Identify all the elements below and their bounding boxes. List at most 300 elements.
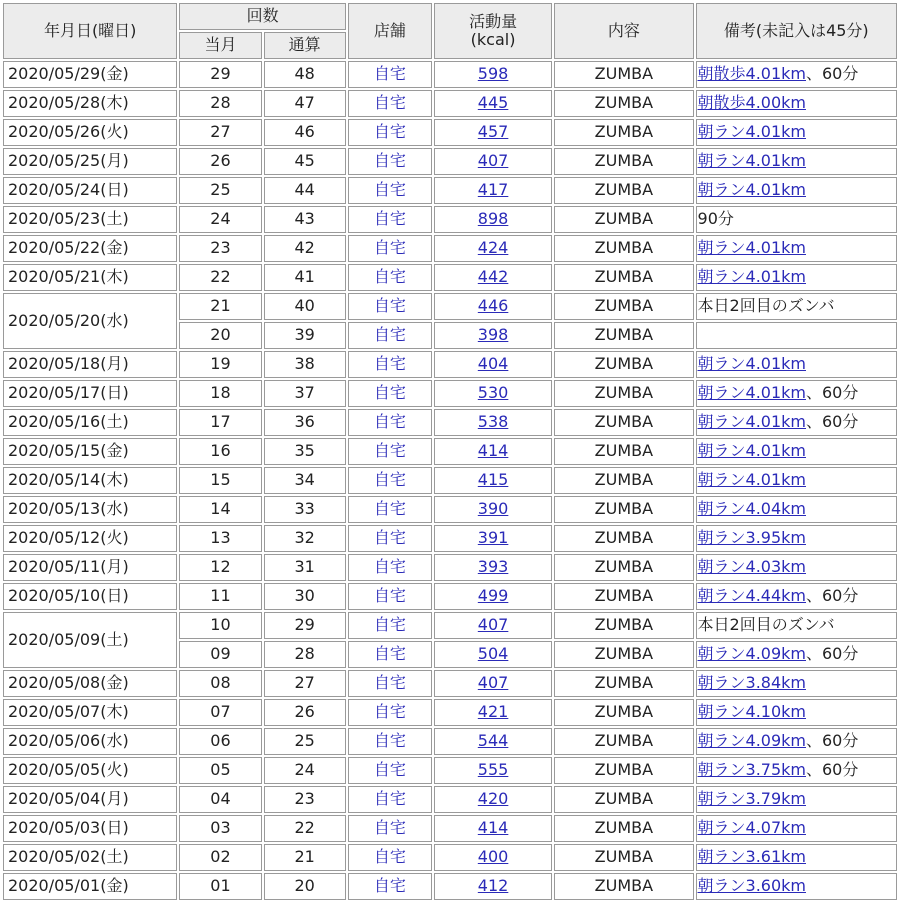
shop-link[interactable]: 自宅 (373, 412, 406, 432)
count-total-cell: 26 (264, 699, 346, 726)
table-row (3, 177, 897, 204)
count-month-cell: 03 (179, 815, 261, 842)
content-cell: ZUMBA (554, 438, 693, 465)
note-cell (696, 554, 897, 581)
shop-cell (348, 380, 432, 407)
date-cell: 2020/05/11(月) (3, 554, 177, 581)
kcal-cell (434, 119, 552, 146)
content-cell: ZUMBA (554, 670, 693, 697)
shop-link[interactable]: 自宅 (373, 673, 406, 693)
content-cell: ZUMBA (554, 235, 693, 262)
count-total-cell: 38 (264, 351, 346, 378)
kcal-link[interactable]: 391 (477, 528, 509, 548)
content-cell: ZUMBA (554, 554, 693, 581)
table-row (3, 699, 897, 726)
count-total-cell: 22 (264, 815, 346, 842)
kcal-link[interactable]: 445 (477, 93, 509, 113)
kcal-cell (434, 177, 552, 204)
count-month-cell: 10 (179, 612, 261, 639)
note-cell (696, 119, 897, 146)
kcal-cell (434, 612, 552, 639)
kcal-cell (434, 148, 552, 175)
count-month-cell: 09 (179, 641, 261, 668)
table-row (3, 235, 897, 262)
kcal-link[interactable]: 420 (477, 789, 509, 809)
kcal-cell (434, 525, 552, 552)
note-text: 本日2回目のズンバ (697, 615, 835, 635)
shop-link[interactable]: 自宅 (373, 876, 406, 896)
kcal-cell (434, 61, 552, 88)
count-total-cell: 44 (264, 177, 346, 204)
note-link[interactable]: 朝ラン4.01km (697, 238, 806, 258)
count-total-cell: 33 (264, 496, 346, 523)
shop-link[interactable]: 自宅 (373, 789, 406, 809)
count-month-cell: 07 (179, 699, 261, 726)
count-total-cell: 30 (264, 583, 346, 610)
kcal-link[interactable]: 530 (477, 383, 509, 403)
note-link[interactable]: 朝ラン3.79km (697, 789, 806, 809)
shop-cell (348, 351, 432, 378)
kcal-link[interactable]: 404 (477, 354, 509, 374)
kcal-cell (434, 583, 552, 610)
note-text: 、60分 (806, 731, 859, 751)
count-month-cell: 02 (179, 844, 261, 871)
shop-cell (348, 206, 432, 233)
note-link[interactable]: 朝ラン4.01km (697, 267, 806, 287)
shop-link[interactable]: 自宅 (373, 760, 406, 780)
shop-link[interactable]: 自宅 (373, 238, 406, 258)
shop-cell (348, 612, 432, 639)
shop-link[interactable]: 自宅 (373, 267, 406, 287)
count-month-cell: 29 (179, 61, 261, 88)
table-row (3, 467, 897, 494)
table-row (3, 815, 897, 842)
shop-link[interactable]: 自宅 (373, 499, 406, 519)
content-cell: ZUMBA (554, 206, 693, 233)
note-cell (696, 351, 897, 378)
table-row (3, 380, 897, 407)
content-cell: ZUMBA (554, 873, 693, 900)
note-link[interactable]: 朝ラン4.01km (697, 383, 806, 403)
content-cell: ZUMBA (554, 351, 693, 378)
content-cell: ZUMBA (554, 844, 693, 871)
date-cell: 2020/05/20(水) (3, 293, 177, 349)
kcal-cell (434, 641, 552, 668)
count-month-cell: 08 (179, 670, 261, 697)
shop-link[interactable]: 自宅 (373, 731, 406, 751)
content-cell: ZUMBA (554, 90, 693, 117)
kcal-link[interactable]: 415 (477, 470, 509, 490)
count-total-cell: 32 (264, 525, 346, 552)
shop-link[interactable]: 自宅 (373, 818, 406, 838)
note-cell (696, 583, 897, 610)
shop-cell (348, 525, 432, 552)
shop-link[interactable]: 自宅 (373, 122, 406, 142)
date-cell: 2020/05/17(日) (3, 380, 177, 407)
note-cell (696, 235, 897, 262)
count-month-cell: 23 (179, 235, 261, 262)
table-row (3, 438, 897, 465)
note-link[interactable]: 朝ラン4.03km (697, 557, 806, 577)
note-text: 、60分 (806, 760, 859, 780)
date-cell: 2020/05/06(水) (3, 728, 177, 755)
note-cell (696, 728, 897, 755)
note-link[interactable]: 朝ラン3.75km (697, 760, 806, 780)
kcal-cell (434, 322, 552, 349)
note-cell (696, 409, 897, 436)
note-cell (696, 757, 897, 784)
note-text: 本日2回目のズンバ (697, 296, 835, 316)
count-month-cell: 14 (179, 496, 261, 523)
header-count: 回数 (179, 3, 345, 30)
note-text: 90分 (697, 209, 734, 229)
table-header (3, 3, 897, 59)
note-link[interactable]: 朝ラン3.95km (697, 528, 806, 548)
count-total-cell: 45 (264, 148, 346, 175)
count-total-cell: 27 (264, 670, 346, 697)
note-cell (696, 322, 897, 349)
content-cell: ZUMBA (554, 786, 693, 813)
kcal-link[interactable]: 598 (477, 64, 509, 84)
table-row (3, 206, 897, 233)
note-link[interactable]: 朝ラン4.01km (697, 441, 806, 461)
kcal-link[interactable]: 424 (477, 238, 509, 258)
content-cell: ZUMBA (554, 409, 693, 436)
kcal-cell (434, 264, 552, 291)
note-cell (696, 699, 897, 726)
shop-link[interactable]: 自宅 (373, 93, 406, 113)
kcal-cell (434, 409, 552, 436)
note-link[interactable]: 朝ラン4.01km (697, 180, 806, 200)
content-cell: ZUMBA (554, 815, 693, 842)
kcal-cell (434, 467, 552, 494)
zumba-log-table (1, 1, 899, 902)
note-cell (696, 525, 897, 552)
shop-link[interactable]: 自宅 (373, 528, 406, 548)
table-row (3, 496, 897, 523)
count-total-cell: 25 (264, 728, 346, 755)
shop-cell (348, 757, 432, 784)
count-month-cell: 27 (179, 119, 261, 146)
content-cell: ZUMBA (554, 264, 693, 291)
kcal-link[interactable]: 400 (477, 847, 509, 867)
note-text: 、60分 (806, 644, 859, 664)
note-link[interactable]: 朝ラン4.01km (697, 354, 806, 374)
kcal-link[interactable]: 412 (477, 876, 509, 896)
count-total-cell: 31 (264, 554, 346, 581)
count-total-cell: 29 (264, 612, 346, 639)
kcal-link[interactable]: 398 (477, 325, 509, 345)
content-cell: ZUMBA (554, 525, 693, 552)
date-cell: 2020/05/22(金) (3, 235, 177, 262)
count-total-cell: 43 (264, 206, 346, 233)
kcal-link[interactable]: 407 (477, 673, 509, 693)
note-link[interactable]: 朝ラン3.84km (697, 673, 806, 693)
kcal-cell (434, 554, 552, 581)
kcal-cell (434, 438, 552, 465)
kcal-cell (434, 728, 552, 755)
count-month-cell: 21 (179, 293, 261, 320)
shop-link[interactable]: 自宅 (373, 441, 406, 461)
note-link[interactable]: 朝ラン4.09km (697, 644, 806, 664)
note-cell (696, 641, 897, 668)
kcal-link[interactable]: 499 (477, 586, 509, 606)
kcal-cell (434, 844, 552, 871)
count-month-cell: 17 (179, 409, 261, 436)
content-cell: ZUMBA (554, 641, 693, 668)
shop-link[interactable]: 自宅 (373, 325, 406, 345)
shop-cell (348, 264, 432, 291)
count-total-cell: 24 (264, 757, 346, 784)
shop-link[interactable]: 自宅 (373, 296, 406, 316)
shop-link[interactable]: 自宅 (373, 557, 406, 577)
header-activity-unit: (kcal) (470, 30, 516, 49)
shop-link[interactable]: 自宅 (373, 644, 406, 664)
content-cell: ZUMBA (554, 757, 693, 784)
count-total-cell: 34 (264, 467, 346, 494)
table-row (3, 554, 897, 581)
content-cell: ZUMBA (554, 293, 693, 320)
table-row (3, 786, 897, 813)
shop-cell (348, 61, 432, 88)
shop-cell (348, 90, 432, 117)
date-cell: 2020/05/28(木) (3, 90, 177, 117)
note-link[interactable]: 朝ラン4.01km (697, 470, 806, 490)
date-cell: 2020/05/21(木) (3, 264, 177, 291)
kcal-cell (434, 699, 552, 726)
shop-link[interactable]: 自宅 (373, 209, 406, 229)
kcal-cell (434, 786, 552, 813)
date-cell: 2020/05/12(火) (3, 525, 177, 552)
note-cell (696, 90, 897, 117)
kcal-link[interactable]: 414 (477, 441, 509, 461)
note-link[interactable]: 朝ラン4.01km (697, 412, 806, 432)
shop-link[interactable]: 自宅 (373, 470, 406, 490)
shop-link[interactable]: 自宅 (373, 180, 406, 200)
table-row (3, 351, 897, 378)
shop-link[interactable]: 自宅 (373, 586, 406, 606)
note-cell (696, 438, 897, 465)
date-cell: 2020/05/15(金) (3, 438, 177, 465)
date-cell: 2020/05/24(日) (3, 177, 177, 204)
table-row (3, 612, 897, 639)
shop-cell (348, 844, 432, 871)
content-cell: ZUMBA (554, 119, 693, 146)
shop-link[interactable]: 自宅 (373, 702, 406, 722)
shop-link[interactable]: 自宅 (373, 151, 406, 171)
kcal-cell (434, 380, 552, 407)
note-link[interactable]: 朝ラン4.01km (697, 151, 806, 171)
kcal-link[interactable]: 417 (477, 180, 509, 200)
count-month-cell: 11 (179, 583, 261, 610)
count-total-cell: 35 (264, 438, 346, 465)
shop-cell (348, 554, 432, 581)
kcal-cell (434, 351, 552, 378)
shop-link[interactable]: 自宅 (373, 354, 406, 374)
table-row (3, 757, 897, 784)
note-link[interactable]: 朝散歩4.01km (697, 64, 806, 84)
shop-cell (348, 235, 432, 262)
table-row (3, 61, 897, 88)
shop-cell (348, 728, 432, 755)
count-total-cell: 23 (264, 786, 346, 813)
kcal-link[interactable]: 544 (477, 731, 509, 751)
header-content: 内容 (554, 3, 693, 59)
shop-link[interactable]: 自宅 (373, 847, 406, 867)
date-cell: 2020/05/01(金) (3, 873, 177, 900)
count-total-cell: 39 (264, 322, 346, 349)
kcal-cell (434, 206, 552, 233)
note-cell (696, 206, 897, 233)
shop-cell (348, 786, 432, 813)
content-cell: ZUMBA (554, 380, 693, 407)
kcal-cell (434, 235, 552, 262)
shop-cell (348, 119, 432, 146)
kcal-link[interactable]: 442 (477, 267, 509, 287)
note-link[interactable]: 朝ラン4.01km (697, 122, 806, 142)
table-row (3, 844, 897, 871)
kcal-link[interactable]: 393 (477, 557, 509, 577)
table-row (3, 873, 897, 900)
note-cell (696, 177, 897, 204)
table-row (3, 264, 897, 291)
count-month-cell: 24 (179, 206, 261, 233)
header-count-total: 通算 (264, 32, 346, 59)
shop-cell (348, 148, 432, 175)
date-cell: 2020/05/29(金) (3, 61, 177, 88)
count-month-cell: 04 (179, 786, 261, 813)
table-row (3, 90, 897, 117)
date-cell: 2020/05/03(日) (3, 815, 177, 842)
count-total-cell: 40 (264, 293, 346, 320)
kcal-link[interactable]: 446 (477, 296, 509, 316)
table-row (3, 148, 897, 175)
note-link[interactable]: 朝ラン3.60km (697, 876, 806, 896)
header-activity-label: 活動量 (469, 11, 518, 31)
shop-cell (348, 699, 432, 726)
note-link[interactable]: 朝ラン4.04km (697, 499, 806, 519)
note-link[interactable]: 朝ラン4.10km (697, 702, 806, 722)
kcal-link[interactable]: 898 (477, 209, 509, 229)
note-cell (696, 873, 897, 900)
date-cell: 2020/05/23(土) (3, 206, 177, 233)
shop-link[interactable]: 自宅 (373, 383, 406, 403)
shop-cell (348, 641, 432, 668)
count-month-cell: 18 (179, 380, 261, 407)
date-cell: 2020/05/26(火) (3, 119, 177, 146)
shop-cell (348, 583, 432, 610)
kcal-cell (434, 670, 552, 697)
shop-link[interactable]: 自宅 (373, 615, 406, 635)
content-cell: ZUMBA (554, 322, 693, 349)
count-total-cell: 20 (264, 873, 346, 900)
count-month-cell: 19 (179, 351, 261, 378)
shop-cell (348, 293, 432, 320)
date-cell: 2020/05/05(火) (3, 757, 177, 784)
note-link[interactable]: 朝ラン4.09km (697, 731, 806, 751)
content-cell: ZUMBA (554, 61, 693, 88)
count-total-cell: 41 (264, 264, 346, 291)
count-month-cell: 26 (179, 148, 261, 175)
note-cell (696, 612, 897, 639)
shop-link[interactable]: 自宅 (373, 64, 406, 84)
kcal-link[interactable]: 555 (477, 760, 509, 780)
count-month-cell: 20 (179, 322, 261, 349)
table-row (3, 583, 897, 610)
note-link[interactable]: 朝ラン4.44km (697, 586, 806, 606)
header-note: 備考(未記入は45分) (696, 3, 897, 59)
kcal-link[interactable]: 407 (477, 151, 509, 171)
table-row (3, 525, 897, 552)
shop-cell (348, 409, 432, 436)
note-cell (696, 496, 897, 523)
content-cell: ZUMBA (554, 612, 693, 639)
note-cell (696, 293, 897, 320)
count-total-cell: 42 (264, 235, 346, 262)
shop-cell (348, 496, 432, 523)
header-date: 年月日(曜日) (3, 3, 177, 59)
shop-cell (348, 438, 432, 465)
kcal-link[interactable]: 390 (477, 499, 509, 519)
shop-cell (348, 815, 432, 842)
note-cell (696, 148, 897, 175)
content-cell: ZUMBA (554, 148, 693, 175)
kcal-link[interactable]: 421 (477, 702, 509, 722)
count-total-cell: 47 (264, 90, 346, 117)
kcal-link[interactable]: 504 (477, 644, 509, 664)
note-cell (696, 786, 897, 813)
count-month-cell: 12 (179, 554, 261, 581)
count-month-cell: 25 (179, 177, 261, 204)
date-cell: 2020/05/25(月) (3, 148, 177, 175)
count-total-cell: 48 (264, 61, 346, 88)
shop-cell (348, 670, 432, 697)
note-link[interactable]: 朝ラン3.61km (697, 847, 806, 867)
count-total-cell: 36 (264, 409, 346, 436)
content-cell: ZUMBA (554, 728, 693, 755)
content-cell: ZUMBA (554, 583, 693, 610)
date-cell: 2020/05/07(木) (3, 699, 177, 726)
count-month-cell: 05 (179, 757, 261, 784)
content-cell: ZUMBA (554, 496, 693, 523)
date-cell: 2020/05/04(月) (3, 786, 177, 813)
kcal-cell (434, 496, 552, 523)
count-total-cell: 46 (264, 119, 346, 146)
count-month-cell: 06 (179, 728, 261, 755)
shop-cell (348, 177, 432, 204)
kcal-link[interactable]: 407 (477, 615, 509, 635)
note-link[interactable]: 朝ラン4.07km (697, 818, 806, 838)
date-cell: 2020/05/18(月) (3, 351, 177, 378)
note-cell (696, 815, 897, 842)
note-text: 、60分 (806, 412, 859, 432)
date-cell: 2020/05/14(木) (3, 467, 177, 494)
kcal-link[interactable]: 457 (477, 122, 509, 142)
shop-cell (348, 873, 432, 900)
note-cell (696, 264, 897, 291)
note-cell (696, 61, 897, 88)
note-cell (696, 670, 897, 697)
note-text: 、60分 (806, 383, 859, 403)
header-shop: 店舗 (348, 3, 432, 59)
kcal-link[interactable]: 538 (477, 412, 509, 432)
kcal-link[interactable]: 414 (477, 818, 509, 838)
kcal-cell (434, 293, 552, 320)
table-row (3, 293, 897, 320)
note-cell (696, 380, 897, 407)
content-cell: ZUMBA (554, 177, 693, 204)
note-link[interactable]: 朝散歩4.00km (697, 93, 806, 113)
